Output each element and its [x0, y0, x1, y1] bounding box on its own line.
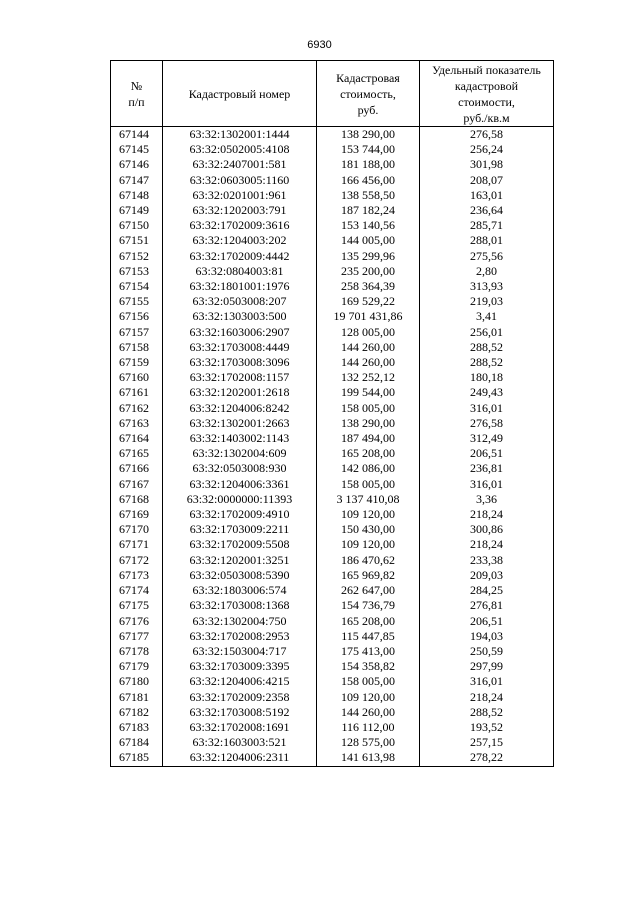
table-row	[111, 522, 554, 537]
cadastral-value: 138 558,50	[317, 188, 420, 203]
table-row	[111, 705, 554, 720]
cadastral-number: 63:32:1202001:3251	[163, 553, 317, 568]
row-number: 67184	[111, 735, 163, 750]
table-row	[111, 355, 554, 370]
cadastral-number: 63:32:1803006:574	[163, 583, 317, 598]
header-cadastral-value: Кадастровая стоимость, руб.	[317, 61, 420, 127]
cadastral-value: 144 260,00	[317, 355, 420, 370]
specific-value: 297,99	[420, 659, 554, 674]
specific-value: 313,93	[420, 279, 554, 294]
cadastral-number: 63:32:1302001:1444	[163, 127, 317, 143]
cadastral-value: 109 120,00	[317, 537, 420, 552]
specific-value: 3,41	[420, 309, 554, 324]
row-number: 67167	[111, 477, 163, 492]
cadastral-value: 116 112,00	[317, 720, 420, 735]
specific-value: 288,01	[420, 233, 554, 248]
table-row	[111, 720, 554, 735]
cadastral-value: 144 005,00	[317, 233, 420, 248]
specific-value: 278,22	[420, 750, 554, 766]
cadastral-number: 63:32:1702009:4442	[163, 249, 317, 264]
row-number: 67180	[111, 674, 163, 689]
cadastral-value: 158 005,00	[317, 401, 420, 416]
cadastral-value: 138 290,00	[317, 416, 420, 431]
cadastral-number: 63:32:1703009:2211	[163, 522, 317, 537]
specific-value: 3,36	[420, 492, 554, 507]
cadastral-value: 186 470,62	[317, 553, 420, 568]
row-number: 67183	[111, 720, 163, 735]
specific-value: 257,15	[420, 735, 554, 750]
table-row	[111, 233, 554, 248]
cadastral-number: 63:32:1202003:791	[163, 203, 317, 218]
table-row	[111, 537, 554, 552]
cadastral-number: 63:32:1703008:4449	[163, 340, 317, 355]
row-number: 67146	[111, 157, 163, 172]
row-number: 67169	[111, 507, 163, 522]
cadastral-number: 63:32:0503008:5390	[163, 568, 317, 583]
specific-value: 316,01	[420, 674, 554, 689]
table-row	[111, 644, 554, 659]
row-number: 67147	[111, 173, 163, 188]
row-number: 67170	[111, 522, 163, 537]
row-number: 67171	[111, 537, 163, 552]
cadastral-number: 63:32:1302004:609	[163, 446, 317, 461]
row-number: 67173	[111, 568, 163, 583]
cadastral-value: 115 447,85	[317, 629, 420, 644]
specific-value: 256,24	[420, 142, 554, 157]
table-row	[111, 492, 554, 507]
cadastral-number: 63:32:0503008:930	[163, 461, 317, 476]
specific-value: 218,24	[420, 537, 554, 552]
table-row	[111, 674, 554, 689]
specific-value: 206,51	[420, 614, 554, 629]
specific-value: 236,81	[420, 461, 554, 476]
specific-value: 300,86	[420, 522, 554, 537]
row-number: 67156	[111, 309, 163, 324]
table-row	[111, 157, 554, 172]
row-number: 67177	[111, 629, 163, 644]
table-row	[111, 507, 554, 522]
specific-value: 233,38	[420, 553, 554, 568]
specific-value: 219,03	[420, 294, 554, 309]
row-number: 67159	[111, 355, 163, 370]
cadastral-value: 150 430,00	[317, 522, 420, 537]
row-number: 67175	[111, 598, 163, 613]
table-row	[111, 629, 554, 644]
cadastral-number: 63:32:0000000:11393	[163, 492, 317, 507]
specific-value: 316,01	[420, 477, 554, 492]
table-row	[111, 173, 554, 188]
specific-value: 275,56	[420, 249, 554, 264]
row-number: 67152	[111, 249, 163, 264]
row-number: 67178	[111, 644, 163, 659]
cadastral-value: 109 120,00	[317, 690, 420, 705]
row-number: 67166	[111, 461, 163, 476]
cadastral-number: 63:32:1702008:2953	[163, 629, 317, 644]
row-number: 67148	[111, 188, 163, 203]
cadastral-number: 63:32:1703008:5192	[163, 705, 317, 720]
table-row	[111, 325, 554, 340]
cadastral-value: 165 969,82	[317, 568, 420, 583]
row-number: 67168	[111, 492, 163, 507]
cadastral-value: 141 613,98	[317, 750, 420, 766]
row-number: 67157	[111, 325, 163, 340]
specific-value: 2,80	[420, 264, 554, 279]
cadastral-number: 63:32:1403002:1143	[163, 431, 317, 446]
specific-value: 288,52	[420, 705, 554, 720]
table-row	[111, 750, 554, 766]
table-row	[111, 309, 554, 324]
row-number: 67158	[111, 340, 163, 355]
row-number: 67182	[111, 705, 163, 720]
specific-value: 206,51	[420, 446, 554, 461]
table-row	[111, 264, 554, 279]
table-row	[111, 218, 554, 233]
cadastral-number: 63:32:0201001:961	[163, 188, 317, 203]
table-row	[111, 416, 554, 431]
cadastral-value: 165 208,00	[317, 614, 420, 629]
table-row	[111, 188, 554, 203]
specific-value: 236,64	[420, 203, 554, 218]
cadastral-value: 235 200,00	[317, 264, 420, 279]
row-number: 67161	[111, 385, 163, 400]
cadastral-value: 153 744,00	[317, 142, 420, 157]
table-row	[111, 340, 554, 355]
cadastral-number: 63:32:1702009:3616	[163, 218, 317, 233]
cadastral-number: 63:32:1702009:2358	[163, 690, 317, 705]
specific-value: 218,24	[420, 690, 554, 705]
row-number: 67164	[111, 431, 163, 446]
cadastral-value: 3 137 410,08	[317, 492, 420, 507]
table-row	[111, 477, 554, 492]
row-number: 67145	[111, 142, 163, 157]
specific-value: 193,52	[420, 720, 554, 735]
table-row	[111, 659, 554, 674]
header-num: № п/п	[111, 61, 163, 127]
specific-value: 285,71	[420, 218, 554, 233]
cadastral-number: 63:32:1302001:2663	[163, 416, 317, 431]
cadastral-value: 144 260,00	[317, 340, 420, 355]
row-number: 67174	[111, 583, 163, 598]
cadastral-number: 63:32:1703008:1368	[163, 598, 317, 613]
cadastral-number: 63:32:1204006:8242	[163, 401, 317, 416]
cadastral-number: 63:32:1703008:3096	[163, 355, 317, 370]
specific-value: 316,01	[420, 401, 554, 416]
cadastral-value: 258 364,39	[317, 279, 420, 294]
row-number: 67154	[111, 279, 163, 294]
table-row	[111, 553, 554, 568]
specific-value: 250,59	[420, 644, 554, 659]
specific-value: 180,18	[420, 370, 554, 385]
cadastral-number: 63:32:1603003:521	[163, 735, 317, 750]
cadastral-value: 154 736,79	[317, 598, 420, 613]
cadastral-number: 63:32:0502005:4108	[163, 142, 317, 157]
cadastral-number: 63:32:1702009:5508	[163, 537, 317, 552]
table-row	[111, 203, 554, 218]
cadastral-value: 144 260,00	[317, 705, 420, 720]
specific-value: 218,24	[420, 507, 554, 522]
specific-value: 276,81	[420, 598, 554, 613]
cadastral-table	[110, 60, 554, 767]
specific-value: 209,03	[420, 568, 554, 583]
specific-value: 163,01	[420, 188, 554, 203]
table-row	[111, 461, 554, 476]
specific-value: 194,03	[420, 629, 554, 644]
cadastral-number: 63:32:1204006:3361	[163, 477, 317, 492]
row-number: 67185	[111, 750, 163, 766]
cadastral-value: 175 413,00	[317, 644, 420, 659]
row-number: 67149	[111, 203, 163, 218]
row-number: 67172	[111, 553, 163, 568]
cadastral-value: 128 005,00	[317, 325, 420, 340]
row-number: 67163	[111, 416, 163, 431]
cadastral-number: 63:32:1302004:750	[163, 614, 317, 629]
specific-value: 249,43	[420, 385, 554, 400]
cadastral-number: 63:32:1801001:1976	[163, 279, 317, 294]
row-number: 67151	[111, 233, 163, 248]
cadastral-number: 63:32:1702008:1691	[163, 720, 317, 735]
table-row	[111, 385, 554, 400]
row-number: 67165	[111, 446, 163, 461]
row-number: 67155	[111, 294, 163, 309]
table-row	[111, 735, 554, 750]
table-row	[111, 568, 554, 583]
cadastral-value: 181 188,00	[317, 157, 420, 172]
cadastral-value: 138 290,00	[317, 127, 420, 143]
cadastral-value: 153 140,56	[317, 218, 420, 233]
cadastral-number: 63:32:1703009:3395	[163, 659, 317, 674]
row-number: 67179	[111, 659, 163, 674]
specific-value: 208,07	[420, 173, 554, 188]
table-row	[111, 294, 554, 309]
cadastral-value: 165 208,00	[317, 446, 420, 461]
cadastral-number: 63:32:0804003:81	[163, 264, 317, 279]
specific-value: 312,49	[420, 431, 554, 446]
cadastral-number: 63:32:1303003:500	[163, 309, 317, 324]
table-row	[111, 431, 554, 446]
cadastral-value: 187 182,24	[317, 203, 420, 218]
cadastral-number: 63:32:0603005:1160	[163, 173, 317, 188]
row-number: 67150	[111, 218, 163, 233]
specific-value: 256,01	[420, 325, 554, 340]
cadastral-value: 132 252,12	[317, 370, 420, 385]
specific-value: 288,52	[420, 355, 554, 370]
cadastral-number: 63:32:1204006:2311	[163, 750, 317, 766]
cadastral-value: 109 120,00	[317, 507, 420, 522]
specific-value: 276,58	[420, 416, 554, 431]
row-number: 67181	[111, 690, 163, 705]
specific-value: 284,25	[420, 583, 554, 598]
cadastral-number: 63:32:1702008:1157	[163, 370, 317, 385]
table-header	[111, 61, 554, 127]
row-number: 67144	[111, 127, 163, 143]
cadastral-number: 63:32:1503004:717	[163, 644, 317, 659]
row-number: 67153	[111, 264, 163, 279]
cadastral-value: 187 494,00	[317, 431, 420, 446]
header-specific-value: Удельный показатель кадастровой стоимости, руб./кв.м	[420, 61, 554, 127]
table-row	[111, 690, 554, 705]
cadastral-number: 63:32:2407001:581	[163, 157, 317, 172]
cadastral-value: 142 086,00	[317, 461, 420, 476]
table-row	[111, 142, 554, 157]
cadastral-value: 128 575,00	[317, 735, 420, 750]
table-row	[111, 401, 554, 416]
row-number: 67162	[111, 401, 163, 416]
table-body	[111, 127, 554, 767]
cadastral-value: 158 005,00	[317, 674, 420, 689]
cadastral-value: 262 647,00	[317, 583, 420, 598]
page-number: 6930	[307, 39, 332, 51]
table-row	[111, 598, 554, 613]
specific-value: 288,52	[420, 340, 554, 355]
table-row	[111, 127, 554, 143]
row-number: 67160	[111, 370, 163, 385]
cadastral-value: 199 544,00	[317, 385, 420, 400]
cadastral-value: 158 005,00	[317, 477, 420, 492]
table-row	[111, 249, 554, 264]
table-row	[111, 446, 554, 461]
cadastral-number: 63:32:1603006:2907	[163, 325, 317, 340]
cadastral-number: 63:32:1204003:202	[163, 233, 317, 248]
table-row	[111, 279, 554, 294]
cadastral-number: 63:32:1702009:4910	[163, 507, 317, 522]
table-row	[111, 614, 554, 629]
row-number: 67176	[111, 614, 163, 629]
cadastral-number: 63:32:0503008:207	[163, 294, 317, 309]
cadastral-value: 169 529,22	[317, 294, 420, 309]
cadastral-value: 19 701 431,86	[317, 309, 420, 324]
cadastral-value: 154 358,82	[317, 659, 420, 674]
table-row	[111, 583, 554, 598]
table-row	[111, 370, 554, 385]
specific-value: 276,58	[420, 127, 554, 143]
cadastral-value: 135 299,96	[317, 249, 420, 264]
header-cadastral-number: Кадастровый номер	[163, 61, 317, 127]
cadastral-number: 63:32:1202001:2618	[163, 385, 317, 400]
cadastral-value: 166 456,00	[317, 173, 420, 188]
specific-value: 301,98	[420, 157, 554, 172]
cadastral-number: 63:32:1204006:4215	[163, 674, 317, 689]
